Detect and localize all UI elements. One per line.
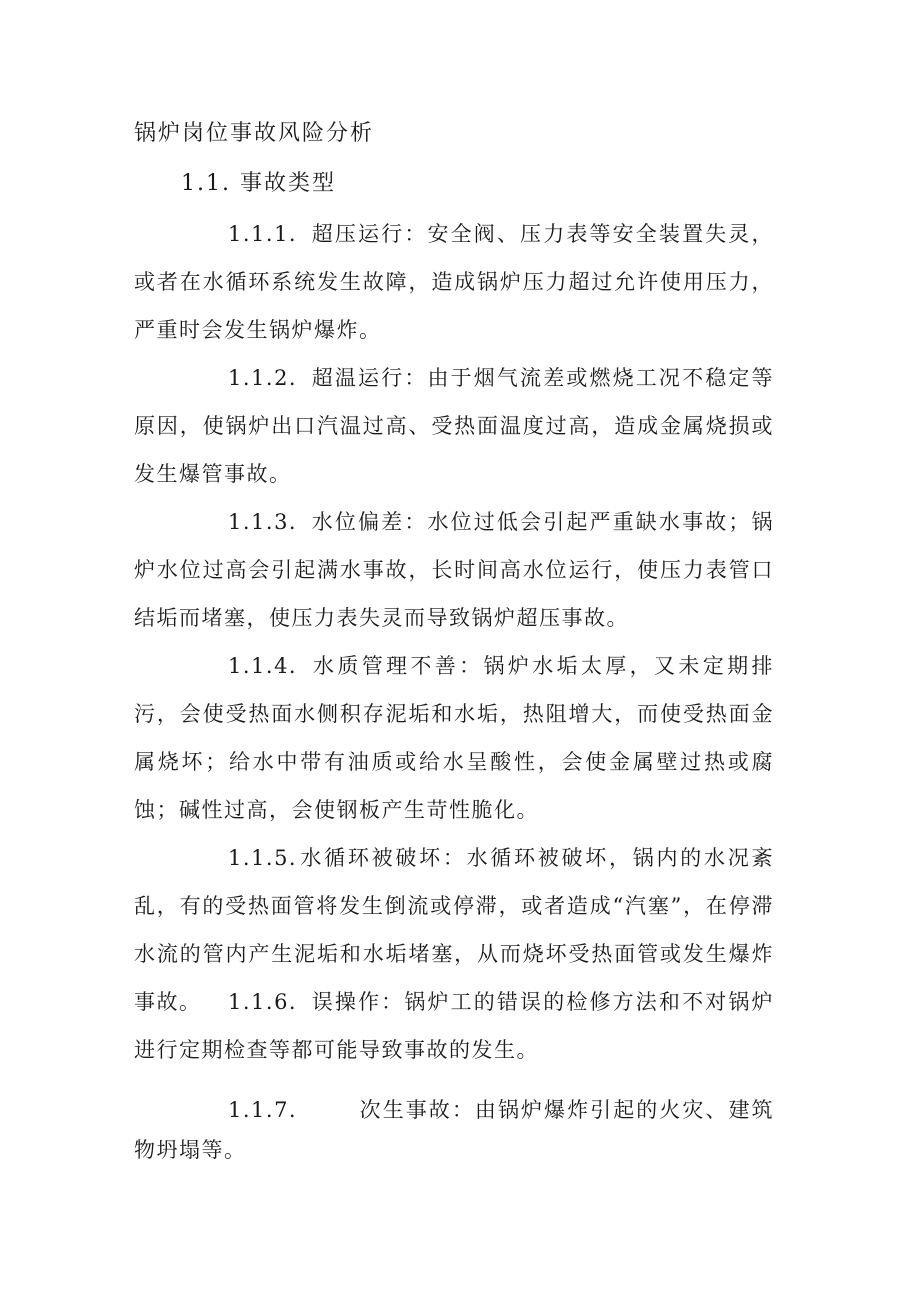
item-number: 1.1.4.: [228, 654, 298, 678]
item-text: 超压运行：安全阀、压力表等安全装置失灵，或者在水循环系统发生故障，造成锅炉压力超过允许使用压力，严重时会发生锅炉爆炸。: [134, 222, 774, 342]
paragraph-secondary-accident: [134, 1090, 774, 1170]
paragraph-overtemperature: [134, 354, 774, 498]
item-text: 水质管理不善：锅炉水垢太厚，又未定期排污，会使受热面水侧积存泥垢和水垢，热阻增大，而使受热面金属烧坏；给水中带有油质或给水呈酸性，会使金属壁过热或腐蚀；碱性过高，会使钢板产生苛性脆化。: [134, 654, 774, 822]
item-number: 1.1.3.: [228, 510, 298, 534]
item-text: 超温运行：由于烟气流差或燃烧工况不稳定等原因，使锅炉出口汽温过高、受热面温度过高，造成金属烧损或发生爆管事故。: [134, 366, 774, 486]
paragraph-water-quality: [134, 642, 774, 834]
item-number: 1.1.6.: [228, 990, 298, 1014]
paragraph-misoperation: [134, 978, 774, 1074]
paragraph-overpressure: [134, 210, 774, 354]
item-number: 1.1.2.: [228, 366, 298, 390]
item-text: 水循环被破坏：水循环被破坏，锅内的水况紊乱，有的受热面管将发生倒流或停滞，或者造成“汽塞”，在停滞水流的管内产生泥垢和水垢堵塞，从而烧坏受热面管或发生爆炸事故。: [134, 846, 774, 1014]
item-number: 1.1.5.: [228, 846, 298, 870]
item-text: 误操作：锅炉工的错误的检修方法和不对锅炉进行定期检查等都可能导致事故的发生。: [134, 990, 774, 1062]
document-title: 锅炉岗位事故风险分析: [134, 121, 375, 146]
item-text: 次生事故：由锅炉爆炸引起的火灾、建筑物坍塌等。: [134, 1098, 774, 1162]
paragraph-water-level: [134, 498, 774, 642]
item-number: 1.1.7.: [228, 1098, 298, 1122]
item-text: 水位偏差：水位过低会引起严重缺水事故；锅炉水位过高会引起满水事故，长时间高水位运行，使压力表管口结垢而堵塞，使压力表失灵而导致锅炉超压事故。: [134, 510, 774, 630]
section-heading: 1.1. 事故类型: [181, 171, 336, 196]
item-number: 1.1.1.: [228, 222, 298, 246]
